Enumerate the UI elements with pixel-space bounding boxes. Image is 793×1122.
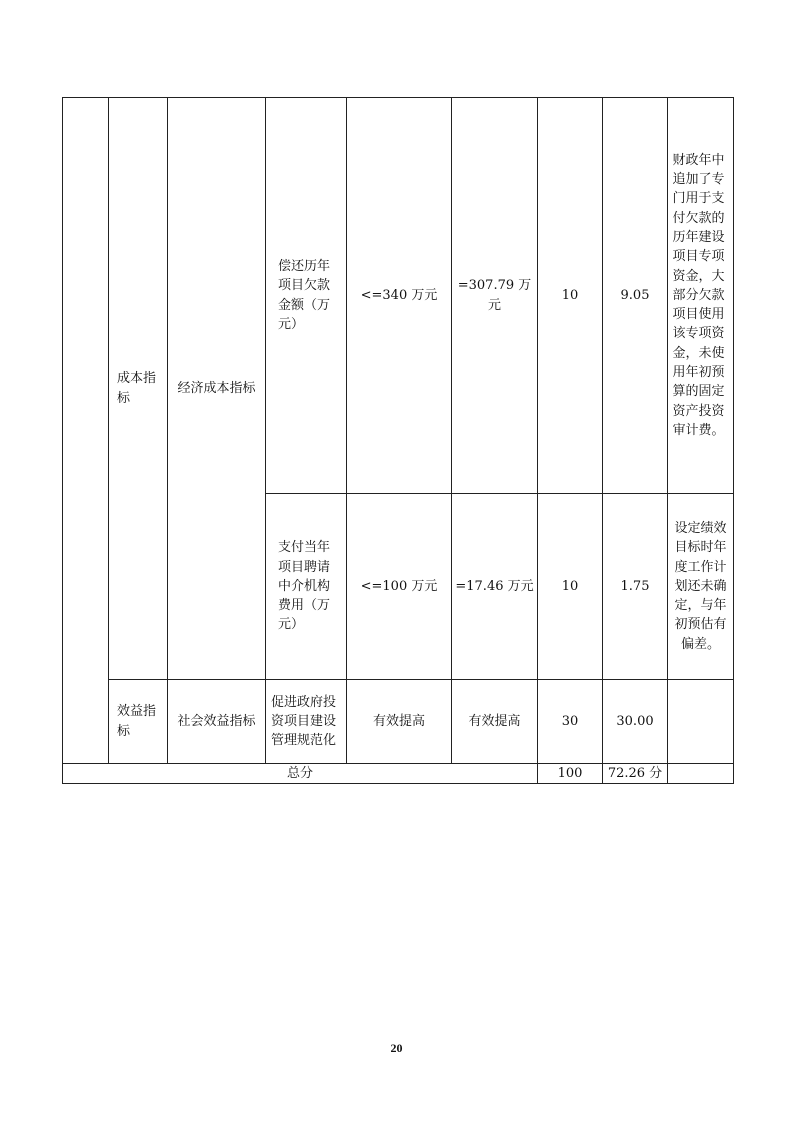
total-label-cell bbox=[63, 764, 538, 784]
cost-category-cell bbox=[109, 98, 168, 680]
total-weight: 100 bbox=[557, 766, 583, 781]
total-score: 72.26 分 bbox=[607, 766, 663, 781]
blank-outer-category-cell bbox=[63, 98, 109, 764]
remark-cell bbox=[668, 680, 734, 764]
weight-value: 30 bbox=[561, 713, 579, 729]
indicator: 促进政府投资项目建设管理规范化 bbox=[271, 694, 337, 749]
page-number: 20 bbox=[390, 1041, 403, 1055]
score-cell bbox=[603, 680, 668, 764]
benefit-category-cell bbox=[109, 680, 168, 764]
benefit-category: 效益指标 bbox=[117, 704, 157, 739]
indicator-cell bbox=[266, 680, 347, 764]
remark-cell bbox=[668, 98, 734, 494]
weight-value: 10 bbox=[561, 578, 579, 594]
target-value: 有效提高 bbox=[372, 713, 425, 729]
indicator: 支付当年项目聘请中介机构费用（万元） bbox=[278, 540, 331, 633]
remark: 财政年中追加了专门用于支付欠款的历年建设项目专项资金，大部分欠款项目使用该专项资金，未使用年初预算的固定资产投资审计费。 bbox=[672, 152, 725, 438]
total-remark-cell bbox=[668, 764, 734, 784]
indicator-cell bbox=[266, 494, 347, 680]
target-value: <=100 万元 bbox=[360, 578, 438, 594]
total-row bbox=[63, 764, 734, 784]
weight-cell bbox=[538, 680, 603, 764]
remark-cell bbox=[668, 494, 734, 680]
weight-value: 10 bbox=[561, 287, 579, 303]
total-label: 总分 bbox=[286, 766, 313, 781]
actual-cell bbox=[452, 680, 538, 764]
actual-cell bbox=[452, 494, 538, 680]
score-cell bbox=[603, 494, 668, 680]
total-weight-cell bbox=[538, 764, 603, 784]
score-value: 30.00 bbox=[616, 713, 654, 729]
actual-value: =17.46 万元 bbox=[455, 578, 534, 594]
actual-value: 有效提高 bbox=[468, 713, 521, 729]
remark: 设定绩效目标时年度工作计划还未确定，与年初预估有偏差。 bbox=[674, 520, 727, 652]
target-cell bbox=[347, 98, 452, 494]
table-row bbox=[63, 680, 734, 764]
weight-cell bbox=[538, 98, 603, 494]
total-score-cell bbox=[603, 764, 668, 784]
target-cell bbox=[347, 494, 452, 680]
weight-cell bbox=[538, 494, 603, 680]
score-cell bbox=[603, 98, 668, 494]
actual-cell bbox=[452, 98, 538, 494]
indicator: 偿还历年项目欠款金额（万元） bbox=[278, 258, 331, 332]
indicator-cell bbox=[266, 98, 347, 494]
performance-table bbox=[62, 97, 734, 784]
table-row bbox=[63, 98, 734, 494]
benefit-subcategory-cell bbox=[168, 680, 266, 764]
target-value: <=340 万元 bbox=[360, 287, 438, 303]
score-value: 1.75 bbox=[620, 578, 650, 594]
actual-value: =307.79 万元 bbox=[457, 278, 532, 313]
cost-subcategory-cell bbox=[168, 98, 266, 680]
target-cell bbox=[347, 680, 452, 764]
cost-category: 成本指标 bbox=[117, 371, 157, 406]
score-value: 9.05 bbox=[620, 287, 650, 303]
cost-subcategory: 经济成本指标 bbox=[177, 380, 256, 396]
benefit-subcategory: 社会效益指标 bbox=[177, 713, 256, 729]
